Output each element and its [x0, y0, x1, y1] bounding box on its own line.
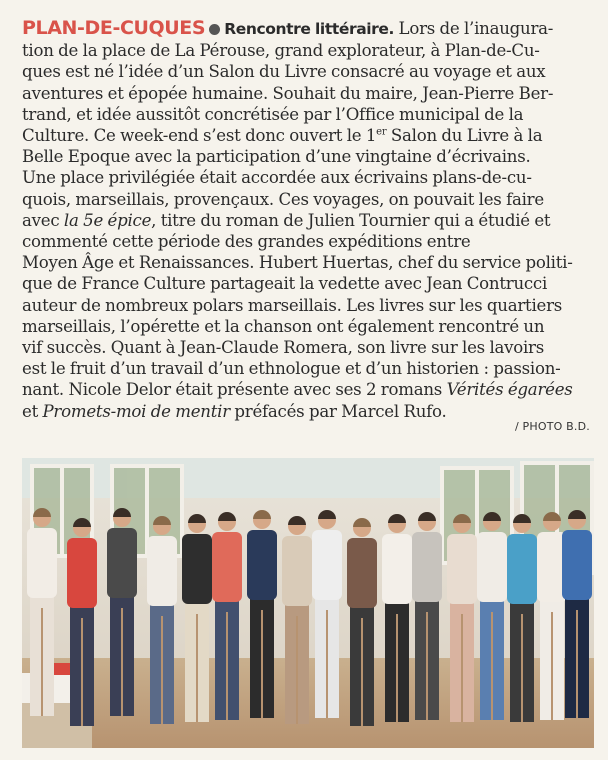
person-figure — [447, 514, 477, 722]
bullet-icon — [209, 24, 220, 35]
line-text: tion de la place de La Pérouse, grand explorateur, à Plan-de-Cu- — [22, 41, 540, 61]
line-text: marseillais, l’opérette et la chanson ont également rencontré un — [22, 316, 545, 336]
line-text: avec — [22, 210, 64, 230]
article-line — [22, 189, 586, 210]
person-figure — [27, 508, 57, 716]
line-text: aventures et épopée humaine. Souhait du maire, Jean-Pierre Ber- — [22, 83, 554, 103]
line-text: , titre du roman de Julien Tournier qui a étudié et — [151, 210, 551, 230]
person-figure — [182, 514, 212, 722]
article-line — [22, 210, 586, 231]
line-text: Salon du Livre à la — [386, 126, 543, 146]
person-figure — [282, 516, 312, 724]
person-figure — [107, 508, 137, 716]
group-photo — [22, 458, 594, 748]
article-line — [22, 40, 586, 61]
person-figure — [67, 518, 97, 726]
article-line — [22, 104, 586, 125]
article-line — [22, 337, 586, 358]
line-text: auteur de nombreux polars marseillais. Les livres sur les quartiers — [22, 295, 563, 315]
article-line — [22, 358, 586, 379]
book-title: Vérités égarées — [446, 380, 573, 400]
article-line — [22, 316, 586, 337]
line-0-text: Lors de l’inaugura- — [394, 19, 554, 38]
line-text: vif succès. Quant à Jean-Claude Romera, son livre sur les lavoirs — [22, 338, 545, 358]
person-figure — [382, 514, 412, 722]
first-line — [22, 18, 586, 40]
person-figure — [412, 512, 442, 720]
article-line — [22, 273, 586, 294]
line-text: et — [22, 401, 43, 421]
article-line — [22, 146, 586, 167]
person-figure — [562, 510, 592, 718]
book-title: Promets-moi de mentir — [42, 401, 230, 421]
line-text: commenté cette période des grandes expéditions entre — [22, 232, 471, 252]
person-figure — [347, 518, 377, 726]
person-figure — [247, 510, 277, 718]
ordinal-suffix: er — [376, 126, 387, 138]
kicker-location: PLAN-DE-CUQUES — [22, 17, 206, 39]
article-line — [22, 231, 586, 252]
article-lines — [22, 40, 586, 422]
line-text: que de France Culture partageait la vedette avec Jean Contrucci — [22, 274, 548, 294]
line-text: préfacés par Marcel Rufo. — [229, 401, 447, 421]
line-text: nant. Nicole Delor était présente avec ses 2 romans — [22, 380, 447, 400]
article-line — [22, 379, 586, 400]
article-line — [22, 295, 586, 316]
person-figure — [477, 512, 507, 720]
group-photo-illustration — [22, 458, 594, 748]
person-figure — [312, 510, 342, 718]
photo-credit: / PHOTO B.D. — [514, 420, 590, 433]
line-text: Culture. Ce week-end s’est donc ouvert le 1 — [22, 126, 377, 146]
article-line — [22, 83, 586, 104]
line-text: Une place privilégiée était accordée aux écrivains plans-de-cu- — [22, 168, 532, 188]
article-body — [22, 18, 586, 422]
line-text: Belle Epoque avec la participation d’une vingtaine d’écrivains. — [22, 147, 531, 167]
article-line — [22, 252, 586, 273]
rubric-title: Rencontre littéraire. — [224, 20, 395, 38]
book-title: la 5e épice — [63, 210, 152, 230]
article-line — [22, 61, 586, 82]
article-line — [22, 125, 586, 146]
person-figure — [507, 514, 537, 722]
line-text: quois, marseillais, provençaux. Ces voyages, on pouvait les faire — [22, 189, 544, 209]
person-figure — [147, 516, 177, 724]
line-text: est le fruit d’un travail d’un ethnologue et d’un historien : passion- — [22, 359, 561, 379]
line-text: ques est né l’idée d’un Salon du Livre consacré au voyage et aux — [22, 62, 546, 82]
line-text: trand, et idée aussitôt concrétisée par l’Office municipal de la — [22, 104, 524, 124]
article-line — [22, 401, 586, 422]
person-figure — [212, 512, 242, 720]
article-line — [22, 167, 586, 188]
line-text: Moyen Âge et Renaissances. Hubert Huertas, chef du service politi- — [22, 253, 573, 273]
